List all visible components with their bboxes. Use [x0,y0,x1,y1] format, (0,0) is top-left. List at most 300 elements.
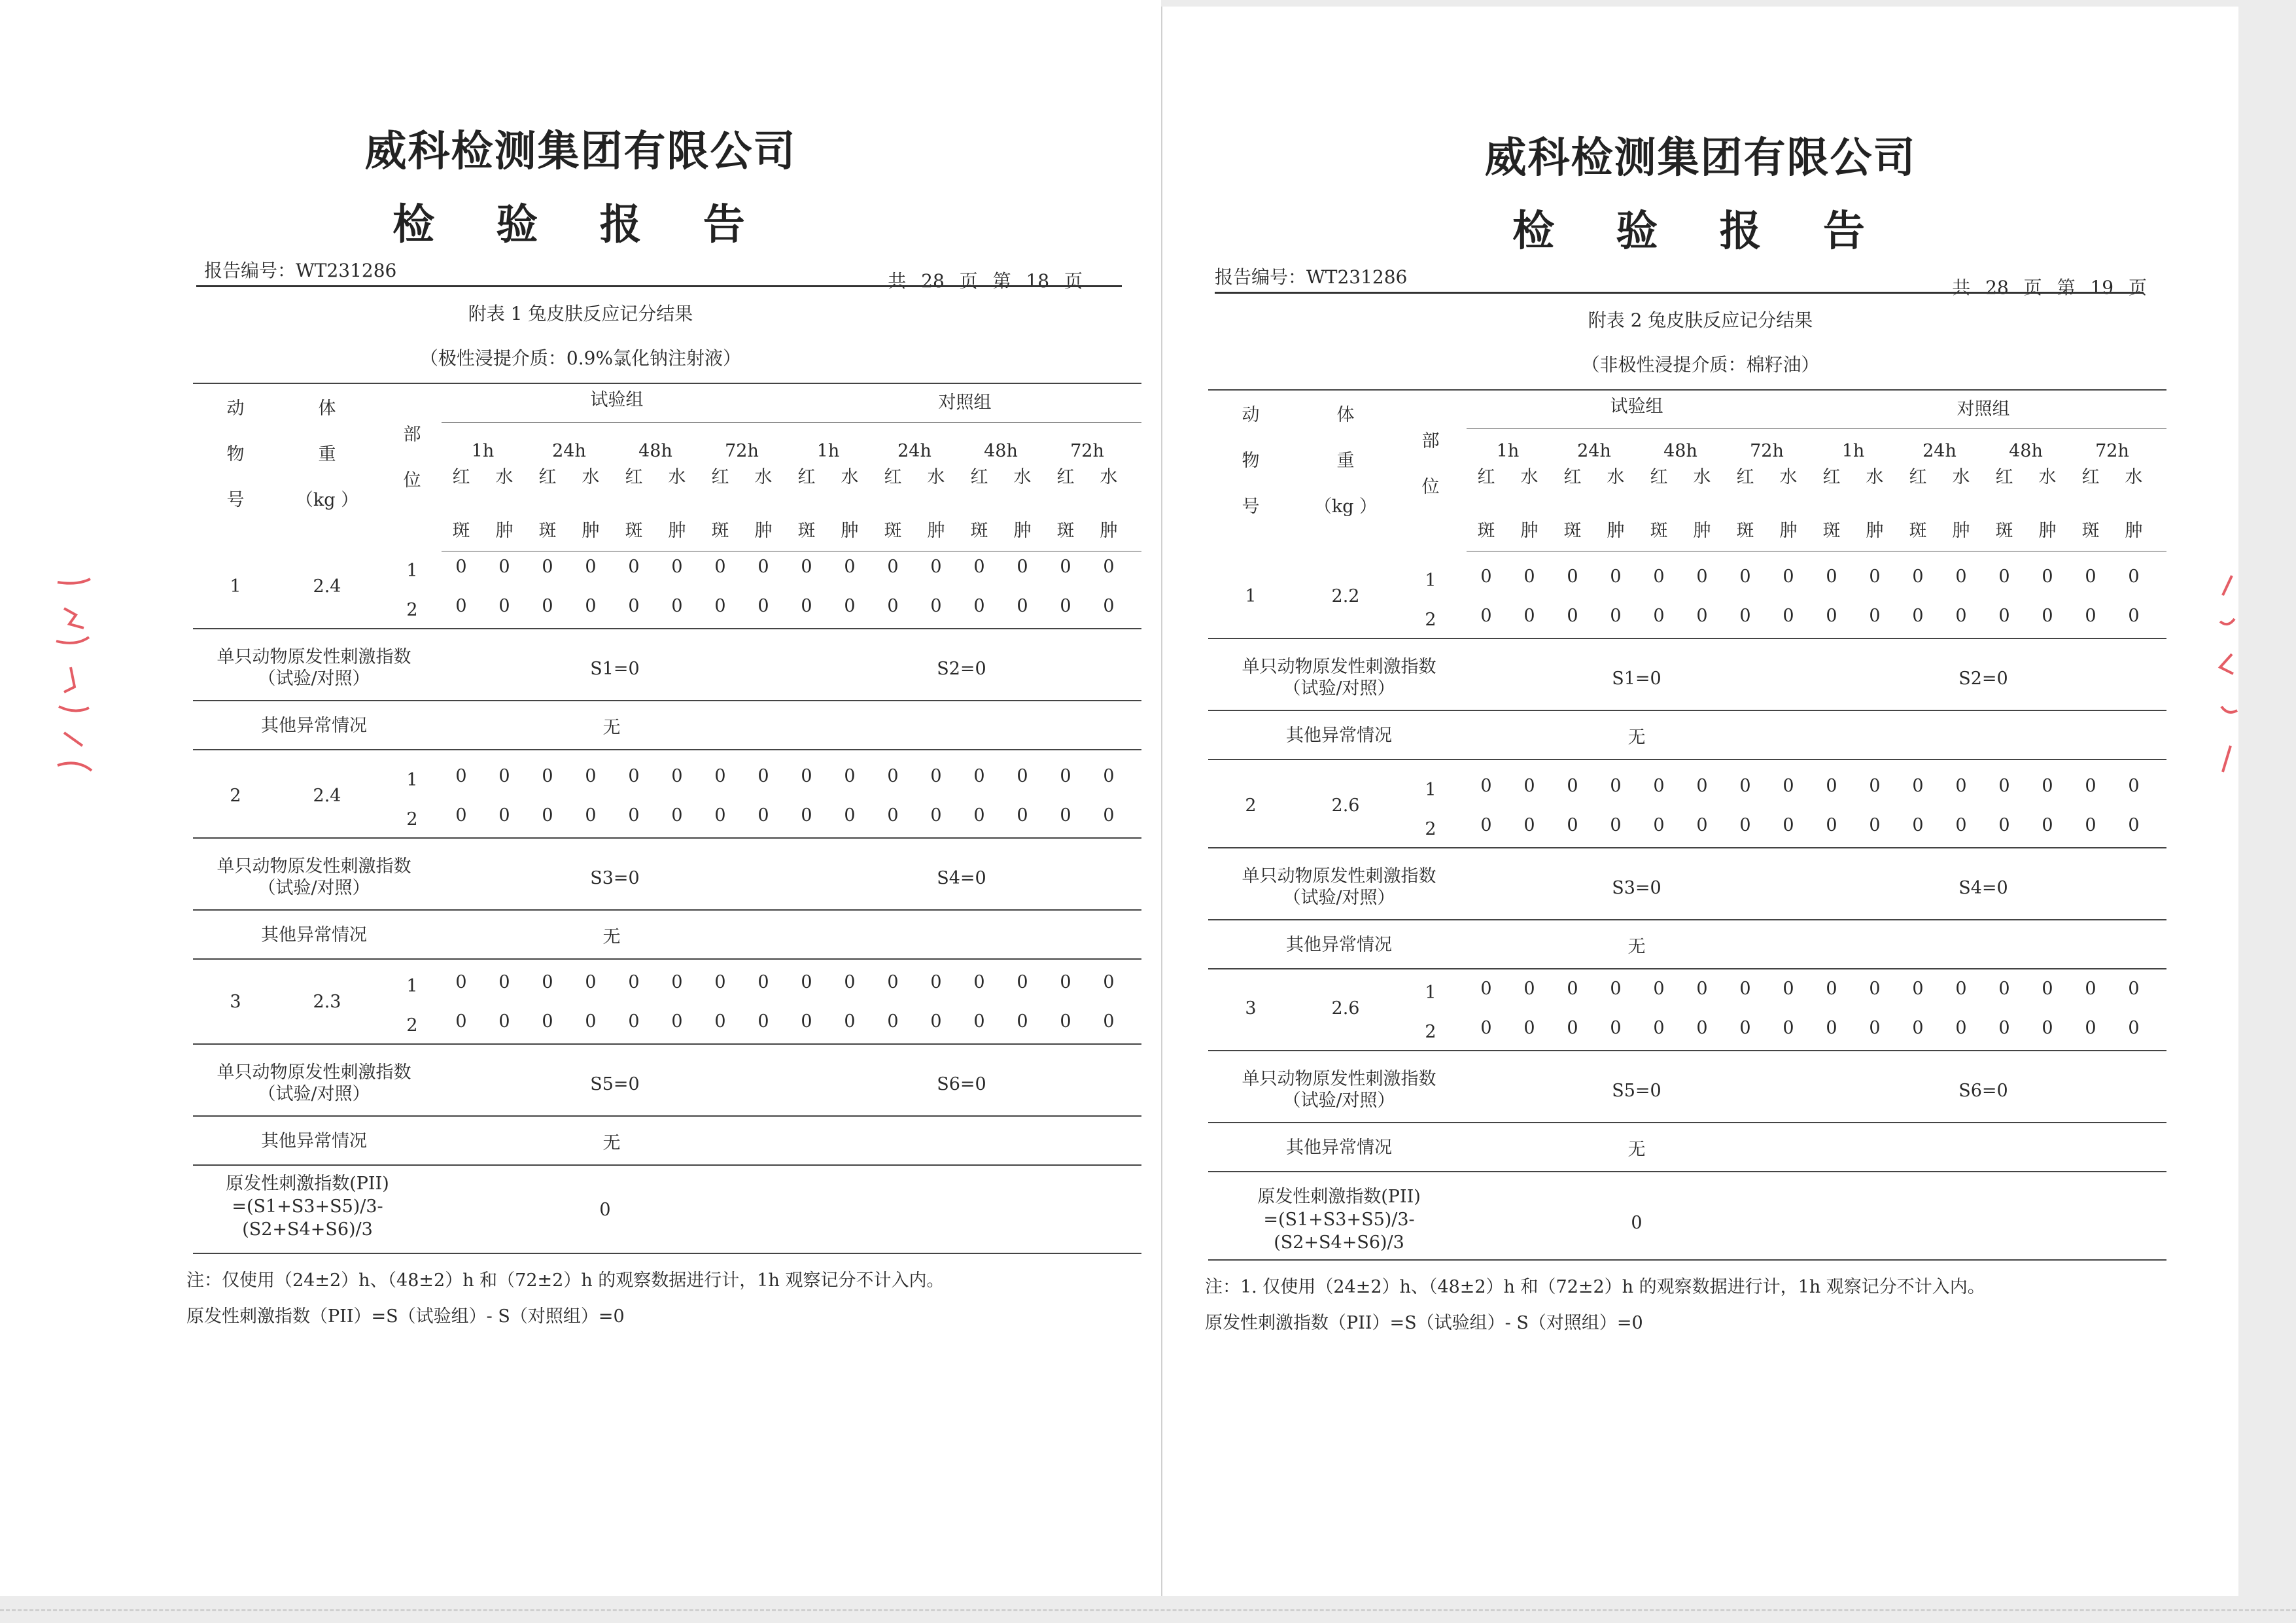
note-line-2: 原发性刺激指数（PII）=S（试验组）- S（对照组）=0 [186,1306,625,1327]
score-cell: 0 [1653,815,1665,836]
sub-header-bottom: 肿 [1866,521,1884,542]
index-label: 单只动物原发性刺激指数 [1242,866,1436,887]
score-cell: 0 [714,1011,726,1032]
sub-header-top: 水 [1693,467,1711,488]
pii-label: 原发性刺激指数(PII) [1257,1187,1421,1208]
score-cell: 0 [1610,606,1622,627]
score-cell: 0 [1103,972,1115,993]
site-number: 1 [1425,780,1436,801]
report-page-left [0,0,1161,1596]
other-abnormal-value: 无 [1627,937,1646,958]
site-number: 2 [406,809,418,830]
score-cell: 0 [930,596,942,617]
score-cell: 0 [1653,606,1665,627]
score-cell: 0 [1696,815,1708,836]
index-rule [193,700,1141,701]
score-cell: 0 [1017,766,1028,787]
score-cell: 0 [1998,567,2010,587]
other-abnormal-value: 无 [602,1133,621,1154]
time-point-header: 72h [2095,441,2129,462]
score-cell: 0 [1783,979,1794,1000]
report-title: 检 验 报 告 [392,201,769,249]
score-cell: 0 [1480,815,1492,836]
index-rule [1208,1122,2166,1123]
score-cell: 0 [585,1011,597,1032]
score-cell: 0 [844,596,856,617]
header-rule [196,285,1122,287]
header-rule [1215,292,2144,294]
score-cell: 0 [1912,567,1924,587]
group-control-label: 对照组 [1957,399,2010,420]
score-cell: 0 [1480,979,1492,1000]
score-cell: 0 [1523,606,1535,627]
sub-header-bottom: 肿 [1607,521,1625,542]
score-cell: 0 [1739,1018,1751,1039]
score-cell: 0 [1869,606,1881,627]
score-cell: 0 [585,557,597,578]
score-cell: 0 [801,557,812,578]
score-cell: 0 [1103,557,1115,578]
score-cell: 0 [628,766,640,787]
sub-header-top: 水 [1779,467,1798,488]
score-cell: 0 [887,596,899,617]
header-site: 部 [403,425,421,445]
sub-header-bottom: 斑 [452,521,470,542]
header-weight: 体 [318,398,336,419]
score-cell: 0 [1826,815,1837,836]
score-cell: 0 [1912,776,1924,797]
score-cell: 0 [1480,776,1492,797]
score-cell: 0 [1653,567,1665,587]
index-test-value: S3=0 [1612,878,1661,899]
seal-stamp-fragment-left [51,569,97,792]
sub-header-top: 水 [841,467,859,488]
score-cell: 0 [714,766,726,787]
score-cell: 0 [757,557,769,578]
sub-header-top: 水 [1013,467,1032,488]
sub-header-top: 红 [797,467,816,488]
score-cell: 0 [1567,606,1578,627]
score-cell: 0 [628,557,640,578]
header-animal-no: 物 [1242,451,1260,472]
score-cell: 0 [1610,776,1622,797]
score-cell: 0 [498,1011,510,1032]
extraction-medium: （极性浸提介质：0.9%氯化钠注射液） [419,347,742,369]
header-animal-no: 号 [226,490,245,511]
time-point-header: 1h [1841,441,1865,462]
sub-header-bottom: 斑 [970,521,988,542]
sub-header-top: 红 [711,467,729,488]
score-cell: 0 [1017,972,1028,993]
score-cell: 0 [1739,979,1751,1000]
score-cell: 0 [844,766,856,787]
score-cell: 0 [671,805,683,826]
sub-header-bottom: 肿 [841,521,859,542]
header-weight: 体 [1336,405,1355,426]
seal-stamp-fragment-right [2212,569,2238,785]
pii-label: (S2+S4+S6)/3 [242,1219,373,1240]
score-cell: 0 [973,596,985,617]
sub-header-bottom: 斑 [1736,521,1754,542]
animal-id: 3 [1245,998,1257,1019]
sub-header-top: 水 [2038,467,2057,488]
sub-header-top: 水 [495,467,513,488]
score-cell: 0 [1060,972,1071,993]
score-cell: 0 [1739,567,1751,587]
animal-id: 2 [1245,795,1257,816]
score-cell: 0 [1696,979,1708,1000]
pii-label: =(S1+S3+S5)/3- [1263,1210,1415,1230]
score-cell: 0 [844,1011,856,1032]
sub-header-bottom: 肿 [927,521,945,542]
sub-header-top: 红 [1736,467,1754,488]
score-cell: 0 [1783,776,1794,797]
table-bottom-rule [1208,1259,2166,1261]
other-abnormal-value: 无 [602,927,621,948]
bottom-edge-shadow [0,1609,2296,1611]
score-cell: 0 [1480,606,1492,627]
time-point-header: 72h [1750,441,1784,462]
score-cell: 0 [1783,815,1794,836]
score-cell: 0 [714,596,726,617]
sub-header-top: 红 [1650,467,1668,488]
sub-header-bottom: 斑 [625,521,643,542]
header-site: 位 [1421,477,1440,498]
sub-header-bottom: 斑 [1909,521,1927,542]
note-line-2: 原发性刺激指数（PII）=S（试验组）- S（对照组）=0 [1205,1313,1643,1333]
index-sub-label: （试验/对照） [1283,678,1395,699]
company-name: 威科检测集团有限公司 [364,128,797,176]
score-cell: 0 [1017,596,1028,617]
table-title: 附表 2 兔皮肤反应记分结果 [1588,309,1813,331]
score-cell: 0 [498,972,510,993]
group-test-label: 试验组 [590,390,644,411]
score-cell: 0 [671,972,683,993]
score-cell: 0 [2128,776,2140,797]
index-test-value: S1=0 [590,659,640,680]
index-control-value: S2=0 [1958,669,2008,689]
score-cell: 0 [1998,1018,2010,1039]
note-line-1: 注：仅使用（24±2）h、（48±2）h 和（72±2）h 的观察数据进行计，1h 观察记分不计入内。 [186,1270,945,1291]
report-title: 检 验 报 告 [1512,207,1888,256]
report-number: 报告编号：WT231286 [204,260,397,281]
time-point-header: 24h [897,441,931,462]
score-cell: 0 [2042,979,2053,1000]
index-control-value: S4=0 [937,868,986,889]
score-cell: 0 [1955,567,1967,587]
score-cell: 0 [1696,776,1708,797]
score-cell: 0 [714,972,726,993]
score-cell: 0 [671,596,683,617]
index-sub-label: （试验/对照） [1283,1091,1395,1111]
score-cell: 0 [1955,815,1967,836]
score-cell: 0 [628,596,640,617]
score-cell: 0 [973,972,985,993]
page-counter: 共 28 页 第 18 页 [888,270,1083,292]
score-cell: 0 [2085,776,2096,797]
group-underline [1467,428,2166,429]
company-name: 威科检测集团有限公司 [1484,134,1917,183]
note-line-1: 注：1. 仅使用（24±2）h、（48±2）h 和（72±2）h 的观察数据进行计，1h 观察记分不计入内。 [1205,1277,1985,1297]
score-cell: 0 [1826,1018,1837,1039]
score-cell: 0 [1998,606,2010,627]
score-cell: 0 [585,972,597,993]
score-cell: 0 [455,766,467,787]
sub-header-top: 红 [1995,467,2013,488]
sub-header-bottom: 斑 [1477,521,1495,542]
sub-header-bottom: 肿 [2038,521,2057,542]
site-number: 1 [1425,983,1436,1003]
animal-id: 1 [1245,586,1257,607]
animal-id: 3 [230,992,241,1013]
score-cell: 0 [542,766,553,787]
animal-weight: 2.4 [313,576,341,597]
score-cell: 0 [455,972,467,993]
score-cell: 0 [1567,567,1578,587]
table-title: 附表 1 兔皮肤反应记分结果 [468,303,693,324]
sub-header-top: 水 [927,467,945,488]
header-animal-no: 物 [226,444,245,465]
score-cell: 0 [2042,776,2053,797]
score-cell: 0 [1610,1018,1622,1039]
time-point-header: 48h [2009,441,2043,462]
score-cell: 0 [844,972,856,993]
sub-header-bottom: 斑 [1995,521,2013,542]
index-label: 单只动物原发性刺激指数 [1242,1069,1436,1090]
score-cell: 0 [1017,805,1028,826]
score-cell: 0 [930,766,942,787]
score-cell: 0 [1523,1018,1535,1039]
score-cell: 0 [1783,606,1794,627]
score-cell: 0 [801,1011,812,1032]
sub-header-top: 红 [1822,467,1841,488]
index-rule [1208,710,2166,711]
score-cell: 0 [1567,1018,1578,1039]
index-test-value: S5=0 [590,1074,640,1095]
report-page-right [1161,7,2238,1596]
report-number: 报告编号：WT231286 [1215,266,1408,288]
index-sub-label: （试验/对照） [258,878,370,899]
score-cell: 0 [1523,567,1535,587]
score-cell: 0 [455,805,467,826]
score-cell: 0 [585,805,597,826]
score-cell: 0 [757,596,769,617]
header-weight: （kg ） [1313,497,1378,517]
score-cell: 0 [1653,979,1665,1000]
table-bottom-rule [193,1253,1141,1254]
score-cell: 0 [1955,776,1967,797]
score-cell: 0 [628,805,640,826]
index-rule [193,909,1141,911]
score-cell: 0 [1567,979,1578,1000]
index-label: 单只动物原发性刺激指数 [217,647,411,668]
score-cell: 0 [1017,557,1028,578]
sub-header-bottom: 肿 [1693,521,1711,542]
score-cell: 0 [757,805,769,826]
block-rule [193,1043,1141,1045]
score-cell: 0 [801,805,812,826]
index-sub-label: （试验/对照） [258,669,370,689]
score-cell: 0 [585,596,597,617]
score-cell: 0 [1696,606,1708,627]
score-cell: 0 [1739,815,1751,836]
sub-header-bottom: 斑 [2081,521,2100,542]
score-cell: 0 [1955,979,1967,1000]
sub-header-bottom: 斑 [711,521,729,542]
score-cell: 0 [801,596,812,617]
index-control-value: S2=0 [937,659,986,680]
other-rule [1208,1171,2166,1172]
score-cell: 0 [1826,776,1837,797]
sub-header-bottom: 肿 [1100,521,1118,542]
index-control-value: S6=0 [937,1074,986,1095]
other-rule [193,1164,1141,1166]
score-cell: 0 [455,557,467,578]
score-cell: 0 [973,1011,985,1032]
score-cell: 0 [1739,776,1751,797]
score-cell: 0 [1060,805,1071,826]
score-cell: 0 [1567,776,1578,797]
group-control-label: 对照组 [938,393,992,413]
extraction-medium: （非极性浸提介质：棉籽油） [1581,354,1820,375]
score-cell: 0 [498,596,510,617]
score-cell: 0 [1826,567,1837,587]
score-cell: 0 [542,1011,553,1032]
sub-header-bottom: 肿 [1520,521,1539,542]
sub-header-bottom: 斑 [1563,521,1582,542]
score-cell: 0 [671,1011,683,1032]
score-cell: 0 [1567,815,1578,836]
score-cell: 0 [973,766,985,787]
index-test-value: S1=0 [1612,669,1661,689]
index-rule [193,1115,1141,1117]
sub-header-bottom: 斑 [1650,521,1668,542]
score-cell: 0 [498,766,510,787]
header-animal-no: 号 [1242,497,1260,517]
index-sub-label: （试验/对照） [258,1084,370,1105]
block-rule [1208,847,2166,848]
score-cell: 0 [1480,567,1492,587]
score-cell: 0 [1103,805,1115,826]
table-top-rule [193,383,1141,384]
sub-header-top: 水 [2125,467,2143,488]
score-cell: 0 [973,805,985,826]
score-cell: 0 [1653,776,1665,797]
score-cell: 0 [1060,596,1071,617]
index-control-value: S4=0 [1958,878,2008,899]
score-cell: 0 [1103,766,1115,787]
sub-header-bottom: 肿 [754,521,773,542]
animal-weight: 2.2 [1331,586,1360,607]
header-weight: 重 [1336,451,1355,472]
score-cell: 0 [1060,766,1071,787]
score-cell: 0 [455,1011,467,1032]
sub-header-top: 红 [1563,467,1582,488]
score-cell: 0 [844,805,856,826]
score-cell: 0 [1998,979,2010,1000]
index-label: 单只动物原发性刺激指数 [1242,657,1436,678]
animal-id: 1 [230,576,241,597]
score-cell: 0 [2085,1018,2096,1039]
score-cell: 0 [1739,606,1751,627]
score-cell: 0 [757,972,769,993]
sub-header-top: 水 [754,467,773,488]
score-cell: 0 [2085,567,2096,587]
sub-header-top: 水 [1952,467,1970,488]
time-point-header: 48h [638,441,672,462]
time-point-header: 48h [1663,441,1697,462]
other-abnormal-value: 无 [1627,1140,1646,1161]
score-cell: 0 [1103,1011,1115,1032]
time-point-header: 24h [1922,441,1957,462]
score-cell: 0 [930,557,942,578]
score-cell: 0 [2085,606,2096,627]
index-test-value: S5=0 [1612,1081,1661,1102]
score-cell: 0 [1912,815,1924,836]
index-sub-label: （试验/对照） [1283,888,1395,909]
score-cell: 0 [2042,567,2053,587]
site-number: 1 [406,561,418,582]
sub-header-top: 水 [1866,467,1884,488]
score-cell: 0 [1955,606,1967,627]
score-cell: 0 [542,972,553,993]
score-cell: 0 [1523,979,1535,1000]
time-point-header: 48h [984,441,1018,462]
index-test-value: S3=0 [590,868,640,889]
sub-header-bottom: 斑 [884,521,902,542]
score-cell: 0 [1998,815,2010,836]
sub-header-top: 红 [884,467,902,488]
score-cell: 0 [1826,979,1837,1000]
site-number: 2 [406,1015,418,1036]
sub-header-bottom: 肿 [582,521,600,542]
score-cell: 0 [2085,979,2096,1000]
sub-header-bottom: 肿 [1013,521,1032,542]
score-cell: 0 [585,766,597,787]
other-abnormal-value: 无 [1627,727,1646,748]
score-cell: 0 [2085,815,2096,836]
score-cell: 0 [1653,1018,1665,1039]
table-top-rule [1208,389,2166,391]
score-cell: 0 [887,557,899,578]
score-cell: 0 [887,805,899,826]
pii-value: 0 [1631,1213,1643,1234]
sub-header-top: 红 [1909,467,1927,488]
header-site: 部 [1421,431,1440,452]
score-cell: 0 [455,596,467,617]
score-cell: 0 [2042,1018,2053,1039]
score-cell: 0 [1480,1018,1492,1039]
animal-weight: 2.6 [1331,998,1360,1019]
sub-header-top: 水 [1520,467,1539,488]
site-number: 2 [406,600,418,621]
score-cell: 0 [757,1011,769,1032]
group-test-label: 试验组 [1610,396,1663,417]
site-number: 1 [406,770,418,791]
time-point-header: 1h [471,441,495,462]
header-animal-no: 动 [226,398,245,419]
score-cell: 0 [1912,606,1924,627]
sub-header-top: 水 [1100,467,1118,488]
sub-header-bottom: 肿 [495,521,513,542]
time-point-header: 72h [1070,441,1104,462]
block-rule [193,628,1141,629]
score-cell: 0 [1060,1011,1071,1032]
score-cell: 0 [887,1011,899,1032]
score-cell: 0 [2128,606,2140,627]
header-animal-no: 动 [1242,405,1260,426]
score-cell: 0 [1869,567,1881,587]
